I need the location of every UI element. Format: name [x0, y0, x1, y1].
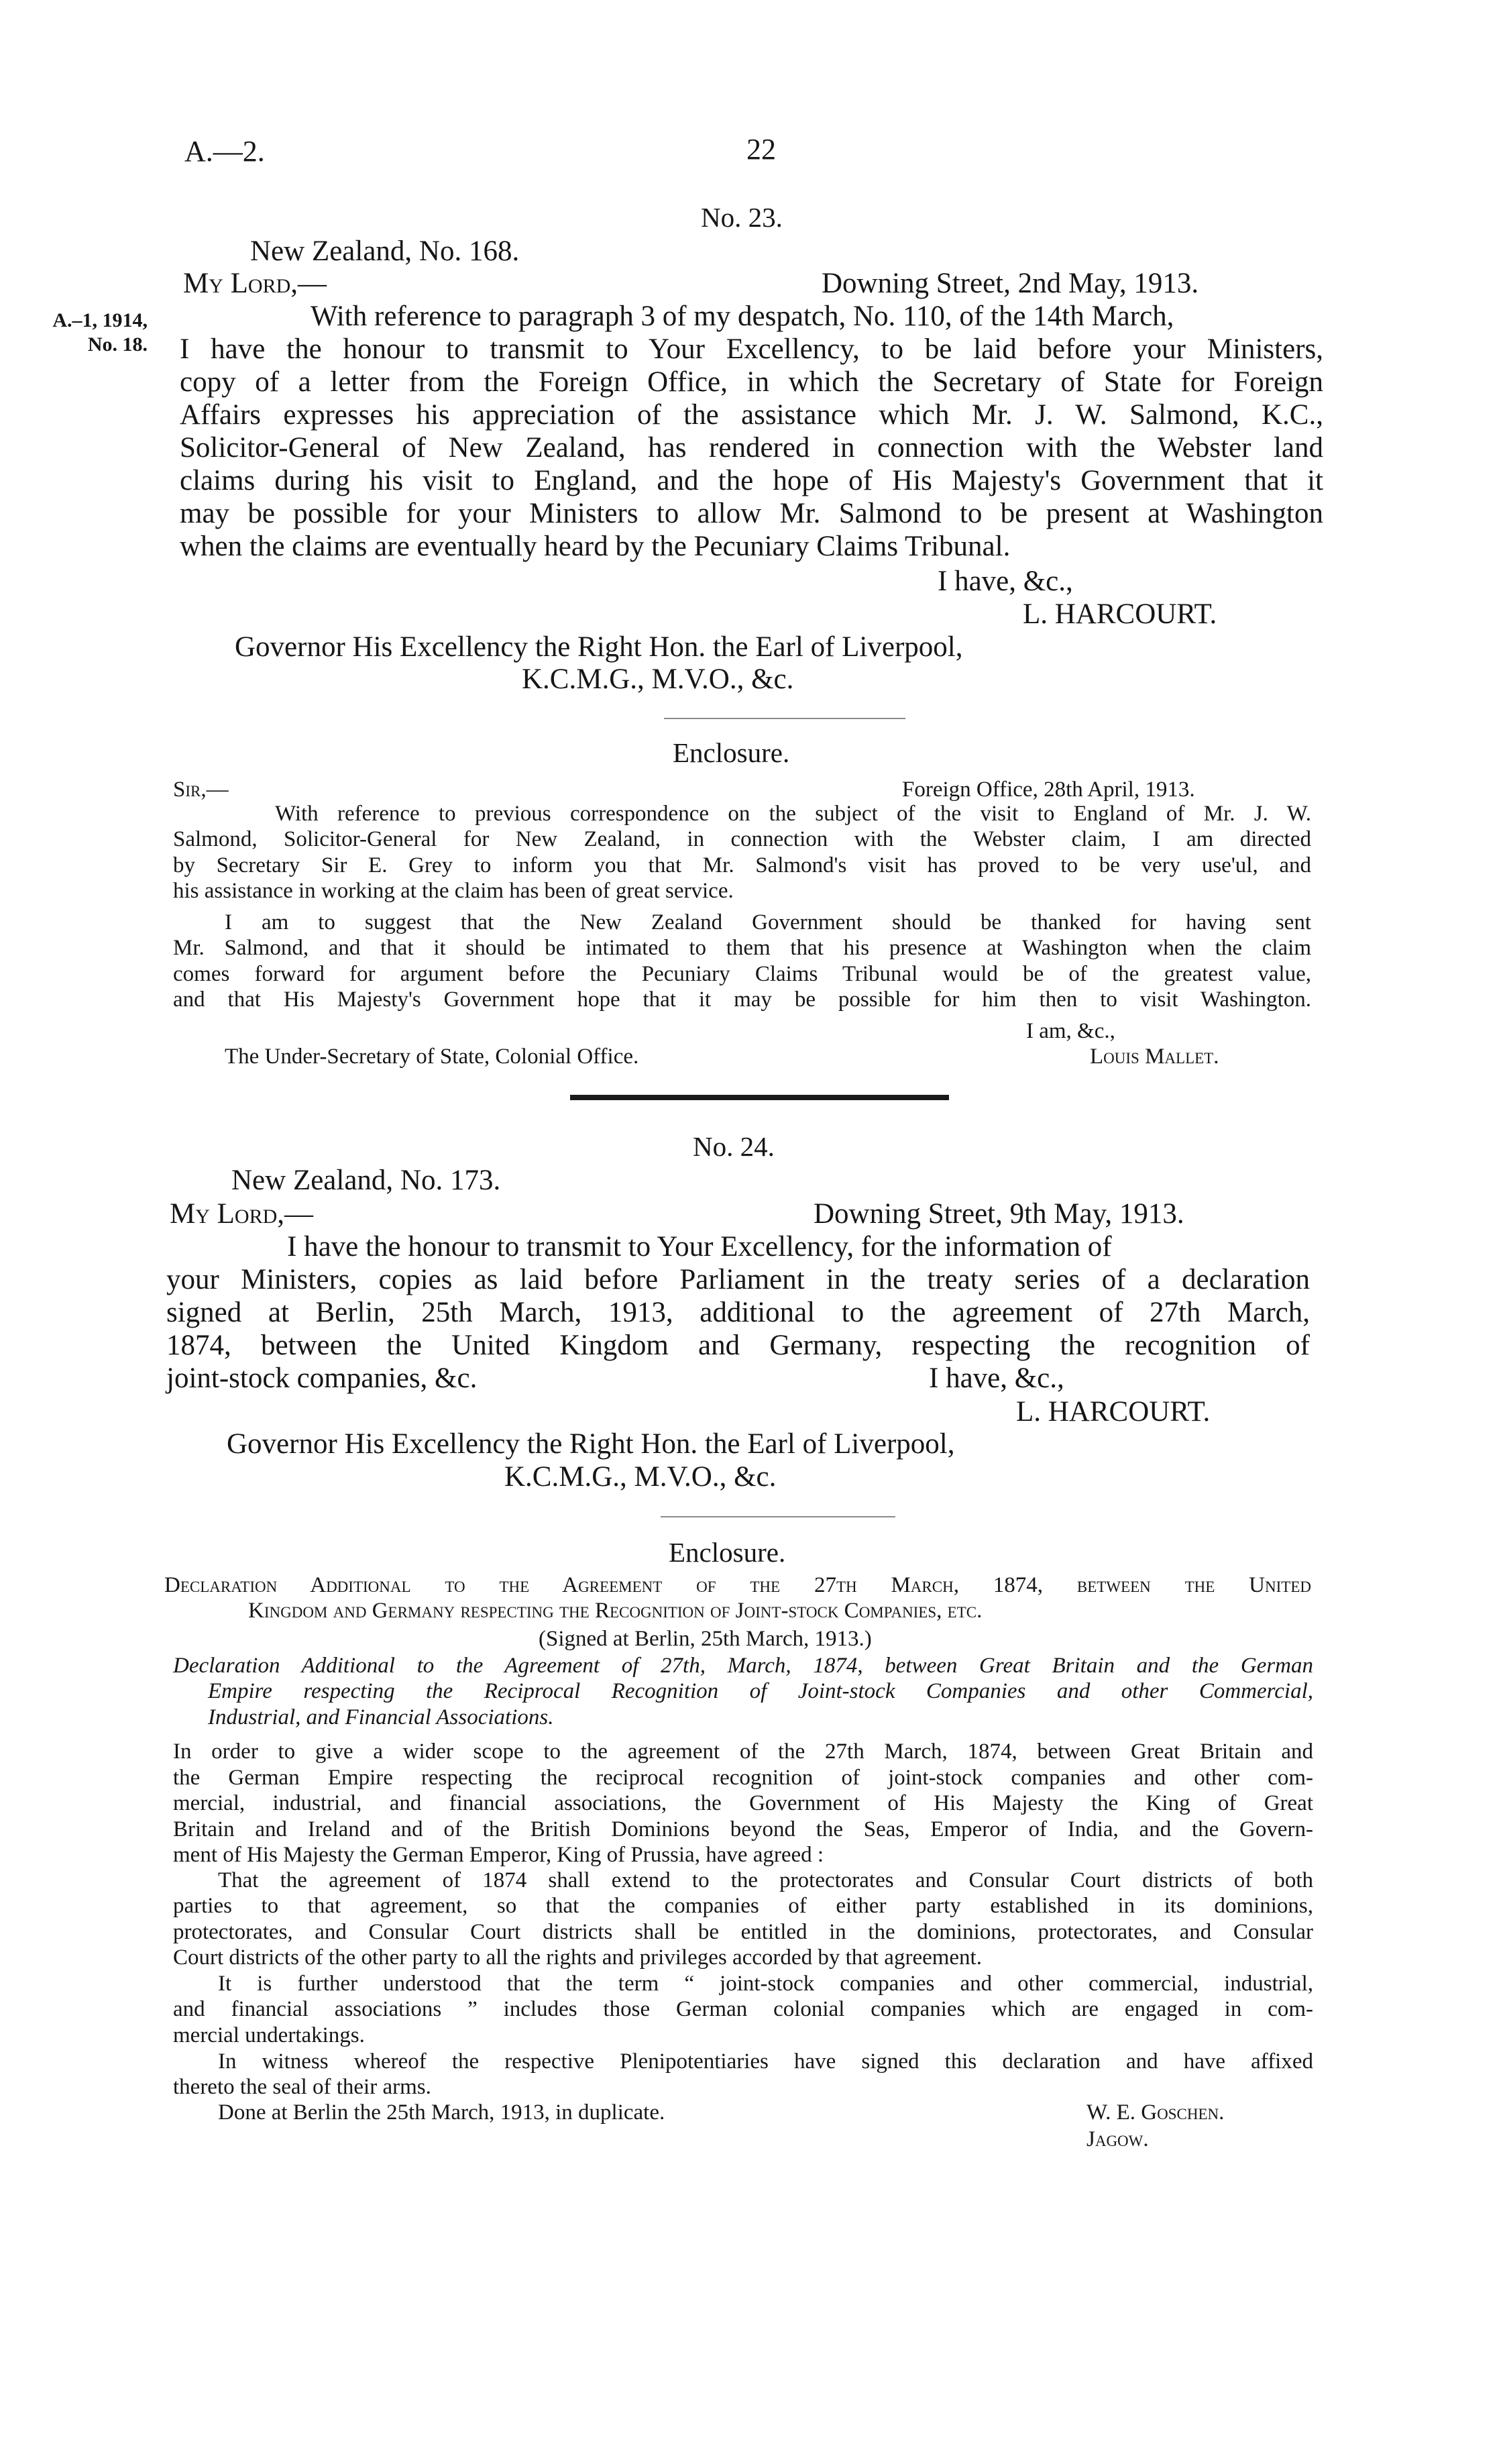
letter-body-line: your Ministers, copies as laid before Parliament in the treaty series of a declaration — [166, 1264, 1310, 1295]
enclosure-place-date: Foreign Office, 28th April, 1913. — [902, 778, 1195, 802]
margin-note-line: A.–1, 1914, — [52, 309, 148, 331]
declaration-line: parties to that agreement, so that the companies of either party established in its dominions, — [173, 1894, 1313, 1918]
enclosure-recipient: The Under-Secretary of State, Colonial Office. — [225, 1044, 639, 1069]
enclosure-line: Mr. Salmond, and that it should be intimated to them that his presence at Washington when the claim — [173, 936, 1311, 960]
declaration-done-line: Done at Berlin the 25th March, 1913, in duplicate. — [218, 2100, 665, 2125]
enclosure-paragraph — [173, 826, 1311, 904]
enclosure-line: his assistance in working at the claim has been of great service. — [173, 879, 734, 903]
letter-body-line: copy of a letter from the Foreign Office, in which the Secretary of State for Foreign — [180, 366, 1323, 398]
letter-body-line: joint-stock companies, &c. — [166, 1362, 478, 1394]
declaration-line: In witness whereof the respective Plenipotentiaries have signed this declaration and have affixed — [218, 2049, 1313, 2074]
enclosure-heading: Enclosure. — [669, 1537, 786, 1568]
declaration-line: the German Empire respecting the reciprocal recognition of joint-stock companies and other com- — [173, 1765, 1313, 1790]
enclosure-line — [225, 910, 1311, 936]
letter-salutation: My Lord,— — [183, 268, 327, 299]
declaration-italic-title — [173, 1653, 1313, 1679]
letter-salutation: My Lord,— — [170, 1198, 314, 1230]
enclosure-signature: Louis Mallet. — [1090, 1044, 1219, 1069]
declaration-line: That the agreement of 1874 shall extend to the protectorates and Consular Court districts of both — [218, 1868, 1313, 1892]
declaration-line — [218, 1868, 1313, 1894]
letter-body-line — [287, 1230, 1310, 1263]
letter-body-line: I have the honour to transmit to Your Excellency, to be laid before your Ministers, — [180, 333, 1323, 365]
declaration-line: Britain and Ireland and of the British Dominions beyond the Seas, Emperor of India, and the Govern- — [173, 1817, 1313, 1841]
declaration-paragraph — [173, 1996, 1313, 2048]
declaration-line: mercial, industrial, and financial associations, the Government of His Majesty the King of Great — [173, 1791, 1313, 1815]
letter-body-line: Solicitor-General of New Zealand, has rendered in connection with the Webster land — [180, 432, 1323, 464]
section-divider — [661, 1516, 895, 1517]
letter-signature: L. HARCOURT. — [1016, 1396, 1211, 1428]
page-number: 22 — [746, 133, 776, 166]
letter-body-line: With reference to paragraph 3 of my despatch, No. 110, of the 14th March, — [311, 301, 1174, 332]
letter-body-line: when the claims are eventually heard by the Pecuniary Claims Tribunal. — [180, 531, 1011, 562]
declaration-signatory: W. E. Goschen. — [1086, 2100, 1225, 2125]
enclosure-line: by Secretary Sir E. Grey to inform you that Mr. Salmond's visit has proved to be very use'ul, and — [173, 853, 1311, 877]
declaration-italic-line: Declaration Additional to the Agreement of 27th, March, 1874, between Great Britain and the German — [173, 1654, 1313, 1678]
declaration-line: protectorates, and Consular Court districts shall be entitled in the dominions, protectorates, and Consular — [173, 1919, 1313, 1944]
letter-addressee-honours: K.C.M.G., M.V.O., &c. — [522, 663, 794, 695]
enclosure-paragraph — [173, 935, 1311, 1013]
letter-reference: New Zealand, No. 173. — [231, 1165, 501, 1196]
enclosure-line: With reference to previous correspondence on the subject of the visit to England of Mr. J. W. — [275, 802, 1311, 826]
enclosure-heading: Enclosure. — [673, 737, 790, 768]
declaration-italic-line: Industrial, and Financial Associations. — [208, 1705, 554, 1729]
declaration-title-line: Kingdom and Germany respecting the Recognition of Joint-stock Companies, etc. — [248, 1599, 983, 1623]
declaration-paragraph — [173, 1739, 1313, 1868]
letter-body-line: Affairs expresses his appreciation of the assistance which Mr. J. W. Salmond, K.C., — [180, 399, 1323, 431]
letter-body-line: I have the honour to transmit to Your Excellency, for the information of — [287, 1231, 1112, 1263]
declaration-line: mercial undertakings. — [173, 2023, 365, 2047]
letter-number: No. 23. — [701, 202, 783, 233]
enclosure-line — [275, 801, 1311, 827]
letter-place-date: Downing Street, 2nd May, 1913. — [822, 268, 1199, 299]
letter-body-line: claims during his visit to England, and the hope of His Majesty's Government that it — [180, 465, 1323, 496]
letter-signature: L. HARCOURT. — [1023, 598, 1217, 630]
enclosure-line: I am to suggest that the New Zealand Government should be thanked for having sent — [225, 910, 1311, 934]
declaration-line: It is further understood that the term “ joint-stock companies and other commercial, industrial, — [218, 1972, 1313, 1996]
enclosure-line: Salmond, Solicitor-General for New Zealand, in connection with the Webster claim, I am directed — [173, 827, 1311, 851]
declaration-line: thereto the seal of their arms. — [173, 2075, 431, 2099]
declaration-line — [218, 1971, 1313, 1997]
letter-addressee: Governor His Excellency the Right Hon. the Earl of Liverpool, — [227, 1428, 955, 1460]
declaration-line — [218, 2049, 1313, 2075]
signed-note: (Signed at Berlin, 25th March, 1913.) — [539, 1627, 872, 1651]
enclosure-line: and that His Majesty's Government hope that it may be possible for him then to visit Washington. — [173, 987, 1311, 1012]
section-divider-thick — [570, 1095, 949, 1100]
letter-addressee-honours: K.C.M.G., M.V.O., &c. — [504, 1461, 777, 1493]
declaration-line: ment of His Majesty the German Emperor, King of Prussia, have agreed : — [173, 1843, 824, 1867]
margin-note — [40, 309, 148, 357]
letter-addressee: Governor His Excellency the Right Hon. the Earl of Liverpool, — [235, 631, 963, 663]
letter-number: No. 24. — [693, 1131, 775, 1162]
letter-place-date: Downing Street, 9th May, 1913. — [814, 1198, 1184, 1230]
letter-reference: New Zealand, No. 168. — [250, 235, 520, 267]
letter-closing: I have, &c., — [929, 1362, 1064, 1394]
declaration-line: and financial associations ” includes those German colonial companies which are engaged in com- — [173, 1997, 1313, 2021]
enclosure-line: comes forward for argument before the Pecuniary Claims Tribunal would be of the greatest value, — [173, 961, 1311, 986]
declaration-title — [164, 1572, 1311, 1599]
declaration-italic-line: Empire respecting the Reciprocal Recognition of Joint-stock Companies and other Commercial, — [208, 1679, 1313, 1703]
declaration-signatory: Jagow. — [1086, 2127, 1149, 2151]
letter-closing: I have, &c., — [938, 566, 1073, 597]
declaration-title-line: Declaration Additional to the Agreement of the 27th March, 1874, between the United — [164, 1573, 1311, 1597]
letter-body-line: signed at Berlin, 25th March, 1913, additional to the agreement of 27th March, — [166, 1297, 1310, 1328]
letter-body-line: may be possible for your Ministers to allow Mr. Salmond to be present at Washington — [180, 498, 1323, 529]
page-header-reference: A.—2. — [184, 135, 265, 168]
letter-body-line: 1874, between the United Kingdom and Germany, respecting the recognition of — [166, 1330, 1310, 1361]
declaration-line: In order to give a wider scope to the agreement of the 27th March, 1874, between Great Britain and — [173, 1739, 1313, 1764]
enclosure-salutation: Sir,— — [173, 778, 229, 802]
declaration-paragraph — [173, 1893, 1313, 1971]
declaration-line: Court districts of the other party to all the rights and privileges accorded by that agreement. — [173, 1945, 982, 1970]
letter-body — [180, 333, 1323, 563]
enclosure-closing: I am, &c., — [1026, 1019, 1115, 1043]
section-divider — [664, 718, 905, 719]
margin-note-line: No. 18. — [87, 333, 148, 356]
declaration-italic-title — [208, 1678, 1313, 1730]
letter-body — [166, 1263, 1310, 1362]
